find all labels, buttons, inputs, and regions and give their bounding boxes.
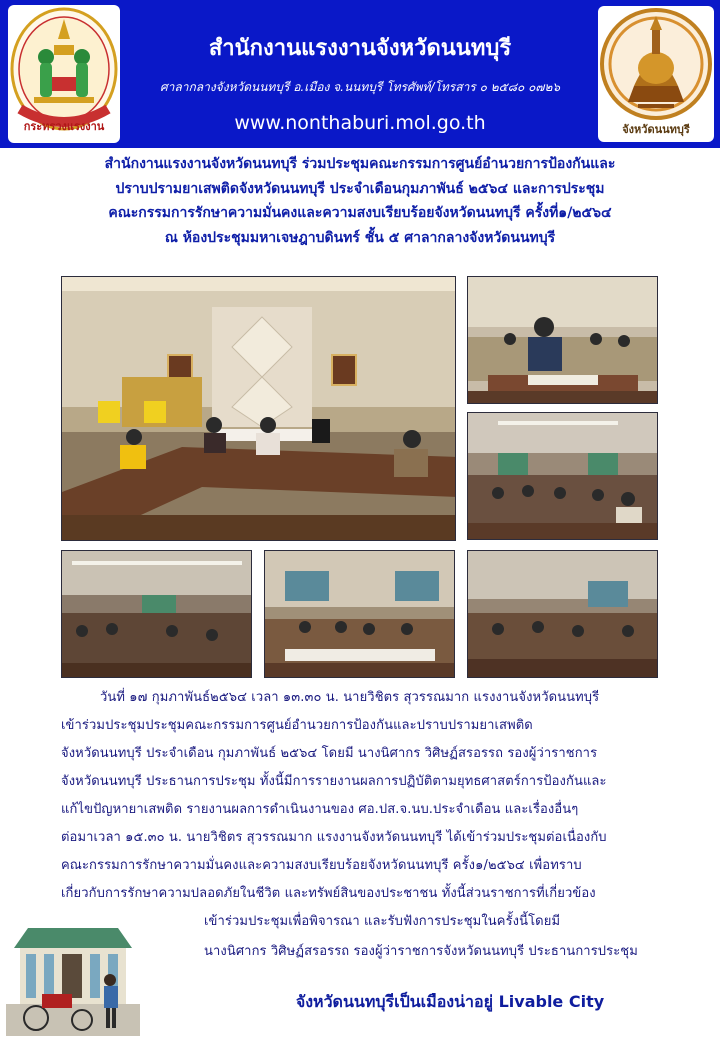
headline-line: ปราบปรามยาเสพติดจังหวัดนนทบุรี ประจำเดือนกุมภาพันธ์ ๒๕๖๔ และการประชุม xyxy=(115,180,605,197)
headline-line: สำนักงานแรงงานจังหวัดนนทบุรี ร่วมประชุมคณะกรรมการศูนย์อำนวยการป้องกันและ xyxy=(104,156,616,172)
nonthaburi-province-seal xyxy=(598,6,714,142)
body-text-line: เข้าร่วมประชุมประชุมคณะกรรมการศูนย์อำนวยการป้องกันและปราบปรามยาเสพติด xyxy=(61,718,533,733)
office-name: สำนักงานแรงงานจังหวัดนนทบุรี xyxy=(208,36,512,61)
body-text-line: เกี่ยวกับการรักษาความปลอดภัยในชีวิต และทรัพย์สินของประชาชน ทั้งนี้ส่วนราชการที่เกี่ยวข้อง xyxy=(61,886,596,901)
nonthaburi-landmark-photo xyxy=(6,908,140,1036)
body-text-line: เข้าร่วมประชุมเพื่อพิจารณา และรับฟังการประชุมในครั้งนี้โดยมี xyxy=(204,914,561,929)
province-slogan: จังหวัดนนทบุรีเป็นเมืองน่าอยู่ Livable City xyxy=(295,992,605,1011)
meeting-photo-room xyxy=(467,412,658,540)
meeting-photo-bottom-2 xyxy=(264,550,455,678)
header-banner xyxy=(0,0,720,148)
body-text-line: วันที่ ๑๗ กุมภาพันธ์๒๕๖๔ เวลา ๑๓.๓๐ น. นายวิชิตร สุวรรณมาก แรงงานจังหวัดนนทบุรี xyxy=(100,690,600,705)
body-text-line: แก้ไขปัญหายาเสพติด รายงานผลการดำเนินงานของ ศอ.ปส.จ.นบ.ประจำเดือน และเรื่องอื่นๆ xyxy=(61,802,579,817)
headline-line: ณ ห้องประชุมมหาเจษฎาบดินทร์ ชั้น ๕ ศาลากลางจังหวัดนนทบุรี xyxy=(164,229,556,246)
meeting-photo-bottom-1 xyxy=(61,550,252,678)
news-headline xyxy=(40,152,680,250)
office-website: www.nonthaburi.mol.go.th xyxy=(234,112,486,134)
ministry-logo-text: กระทรวงแรงงาน xyxy=(23,120,105,133)
body-text-line: จังหวัดนนทบุรี ประธานการประชุม ทั้งนี้มีการรายงานผลการปฏิบัติตามยุทธศาสตร์การป้องกันและ xyxy=(61,774,607,789)
office-address: ศาลากลางจังหวัดนนทบุรี อ.เมือง จ.นนทบุรี โทรศัพท์/โทรสาร ๐ ๒๕๘๐ ๐๗๒๖ xyxy=(160,80,560,94)
body-text-line: จังหวัดนนทบุรี ประจำเดือน กุมภาพันธ์ ๒๕๖๔ โดยมี นางนิศากร วิศิษฏ์สรอรรถ รองผู้ว่าราชการ xyxy=(61,746,598,761)
ministry-of-labour-logo xyxy=(8,5,120,143)
meeting-photo-bottom-3 xyxy=(467,550,658,678)
headline-line: คณะกรรมการรักษาความมั่นคงและความสงบเรียบร้อยจังหวัดนนทบุรี ครั้งที่๑/๒๕๖๔ xyxy=(108,205,612,221)
province-seal-text: จังหวัดนนทบุรี xyxy=(622,123,690,136)
body-text-line: นางนิศากร วิศิษฏ์สรอรรถ รองผู้ว่าราชการจังหวัดนนทบุรี ประธานการประชุม xyxy=(204,944,638,959)
meeting-photo-main xyxy=(61,276,456,541)
meeting-photo-chair xyxy=(467,276,658,404)
body-text-line: คณะกรรมการรักษาความมั่นคงและความสงบเรียบร้อยจังหวัดนนทบุรี ครั้ง๑/๒๕๖๔ เพื่อทราบ xyxy=(61,858,582,873)
body-text-line: ต่อมาเวลา ๑๕.๓๐ น. นายวิชิตร สุวรรณมาก แรงงานจังหวัดนนทบุรี ได้เข้าร่วมประชุมต่อเนื่องกับ xyxy=(61,830,607,845)
